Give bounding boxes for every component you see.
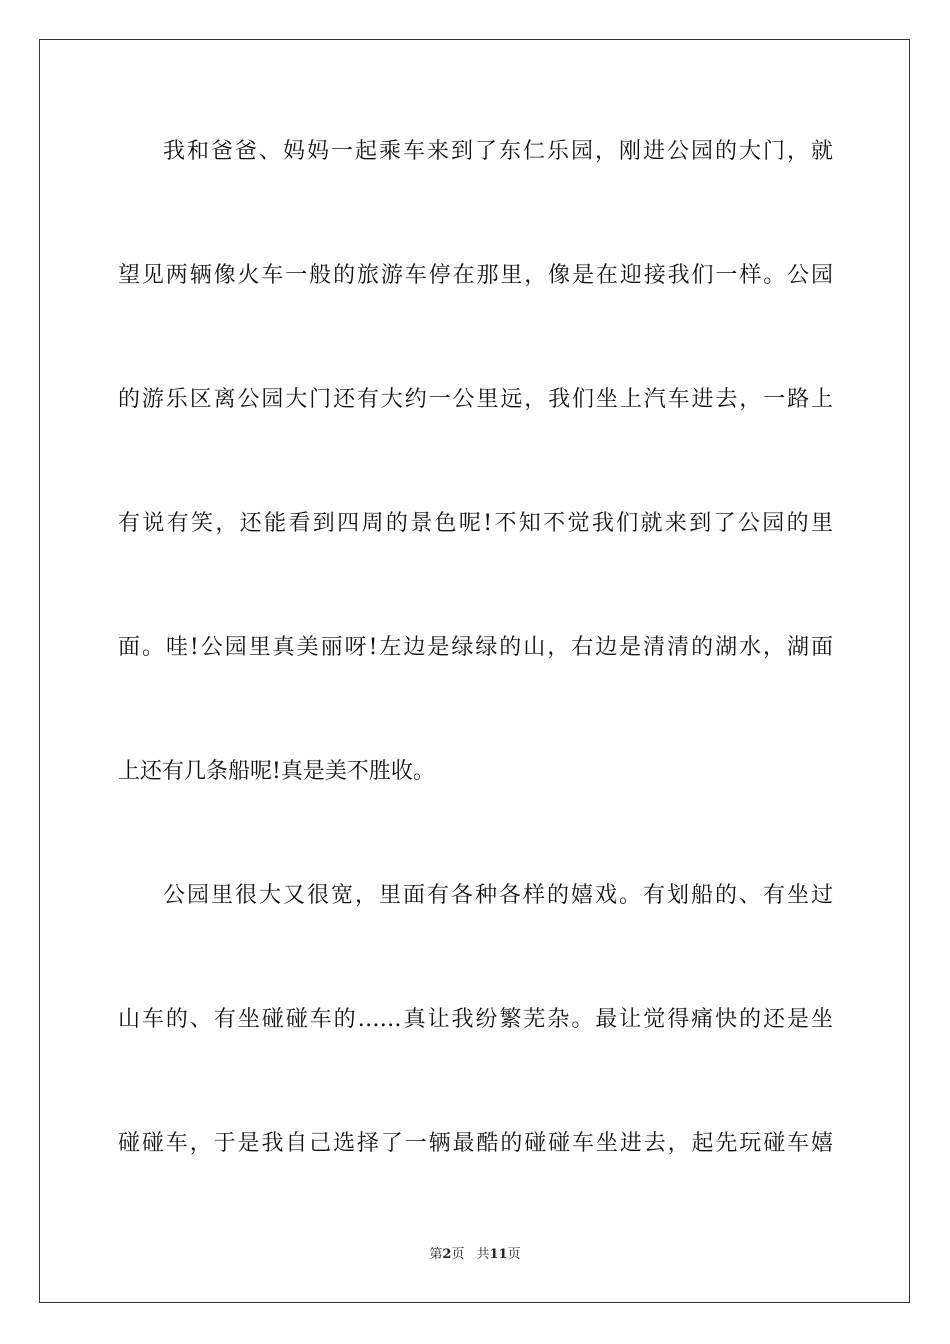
page-footer	[0, 1246, 950, 1264]
paragraph-1-line-3: 的游乐区离公园大门还有大约一公里远，我们坐上汽车进去，一路上	[118, 387, 833, 412]
paragraph-1-line-5: 面。哇!公园里真美丽呀!左边是绿绿的山，右边是清清的湖水，湖面	[118, 635, 833, 660]
page-suffix: 页	[451, 1247, 465, 1262]
total-pages-label	[476, 1247, 520, 1262]
page-number: 2	[442, 1247, 452, 1262]
paragraph-1-line-2: 望见两辆像火车一般的旅游车停在那里，像是在迎接我们一样。公园	[118, 263, 833, 288]
total-suffix: 页	[507, 1247, 521, 1262]
page-border	[39, 39, 910, 1303]
paragraph-2-line-1: 公园里很大又很宽，里面有各种各样的嬉戏。有划船的、有坐过	[163, 883, 833, 908]
paragraph-2-line-2: 山车的、有坐碰碰车的……真让我纷繁芜杂。最让觉得痛快的还是坐	[118, 1007, 833, 1032]
page-label	[429, 1247, 464, 1262]
paragraph-1-line-4: 有说有笑，还能看到四周的景色呢!不知不觉我们就来到了公园的里	[118, 511, 833, 536]
total-prefix: 共	[476, 1247, 490, 1262]
page-prefix: 第	[429, 1247, 443, 1262]
total-pages: 11	[489, 1247, 508, 1262]
paragraph-1-line-1: 我和爸爸、妈妈一起乘车来到了东仁乐园，刚进公园的大门，就	[163, 139, 833, 164]
paragraph-1-line-6: 上还有几条船呢!真是美不胜收。	[118, 759, 435, 784]
paragraph-2-line-3: 碰碰车，于是我自己选择了一辆最酷的碰碰车坐进去，起先玩碰车嬉	[118, 1131, 833, 1156]
